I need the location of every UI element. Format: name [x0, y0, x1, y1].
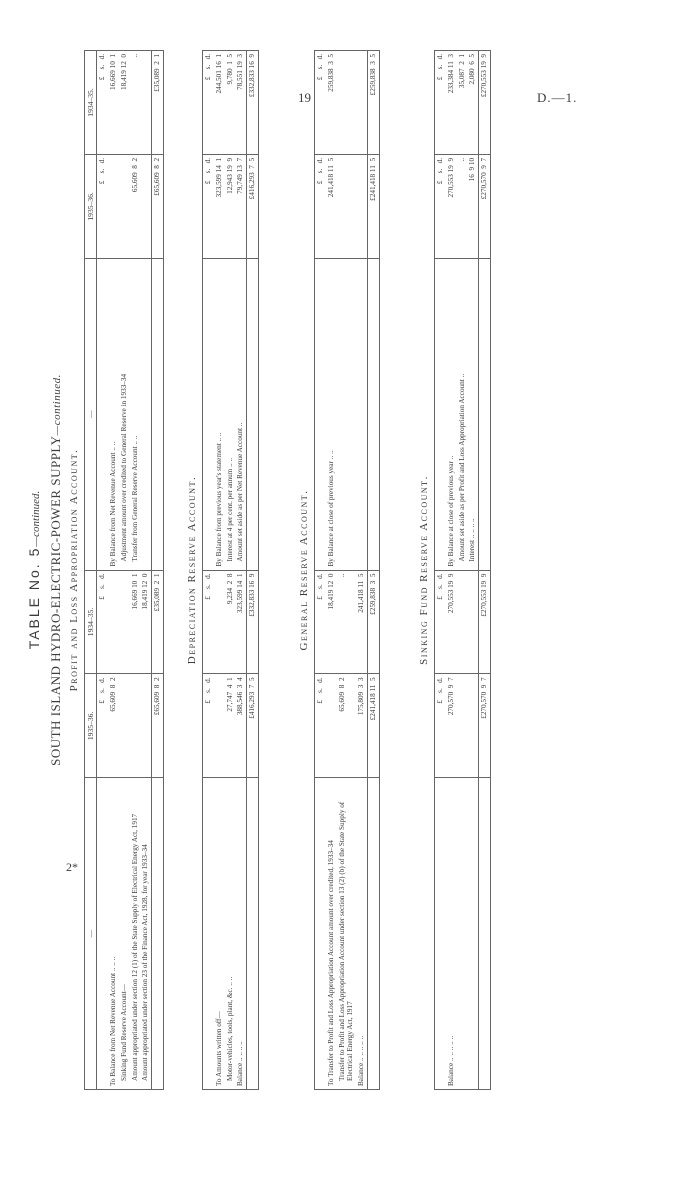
units-spacer: [97, 258, 108, 570]
page-reference: D.—1.: [537, 90, 578, 105]
total-1935-36: £241,418 11 5: [367, 674, 379, 778]
empty-cell: [140, 154, 151, 258]
units-label: £ s. d.: [204, 54, 212, 81]
table-row: [225, 51, 236, 1090]
totals-spacer: [367, 778, 379, 1090]
amount-1934-35: 16,669 10 1: [109, 54, 118, 90]
units-spacer: [203, 258, 214, 570]
empty-cell: [356, 51, 367, 155]
total-1934-35: £35,089 2 1: [152, 570, 164, 674]
empty-cell: [356, 258, 367, 570]
empty-cell: [457, 570, 468, 674]
item-description: Amount appropriated under section 12 (1) of the State Supply of Electrical Energy Act, 1917: [130, 778, 141, 1090]
amount-1935-36: [130, 674, 141, 778]
units-label: £ s. d.: [203, 674, 214, 778]
units-label: £ s. d.: [97, 154, 108, 258]
units-spacer: [203, 778, 214, 1090]
table-row: [326, 51, 337, 1090]
table-row: [108, 51, 119, 1090]
amount-1934-35: 78,551 19 3: [236, 54, 245, 90]
amount-1934-35: 35,087 2 1: [457, 54, 466, 89]
table-row: [119, 51, 130, 1090]
item-description: By Balance at close of previous year ..: [446, 258, 457, 570]
amount-1934-35: 18,419 12 0: [326, 570, 337, 674]
rotated-table-page: [16, 40, 576, 1100]
item-description: Motor-vehicles, tools, plant, &c. .. ..: [225, 778, 236, 1090]
amount-1934-35: 9,234 2 8: [225, 570, 236, 674]
empty-cell: [457, 778, 468, 1090]
total-1935-36: £416,293 7 5: [247, 674, 259, 778]
units-row: [97, 51, 108, 1090]
account-title: Sinking Fund Reserve Account.: [418, 475, 430, 665]
amount-1935-36: 27,747 4 1: [225, 674, 236, 778]
account-title: Profit and Loss Appropriation Account.: [68, 448, 80, 692]
item-description: To Balance from Net Revenue Account .. .. ..: [108, 778, 119, 1090]
item-description: By Balance from Net Revenue Account .. ..: [108, 258, 119, 570]
amount-1934-35: 2,080 6 5: [468, 54, 477, 85]
table-row: [214, 51, 225, 1090]
units-label: £ s. d.: [97, 674, 108, 778]
units-label: £ s. d.: [316, 54, 324, 81]
amount-1934-35: ..: [337, 570, 357, 674]
item-description: To Transfer to Profit and Loss Appropriation Account amount over credited, 1933–34: [326, 778, 337, 1090]
total-1935-36: £65,609 8 2: [152, 154, 164, 258]
empty-cell: [457, 674, 468, 778]
header-dash: —: [85, 258, 97, 570]
total-1935-36: £416,293 7 5: [247, 154, 259, 258]
total-1934-35: £270,553 19 9: [479, 51, 491, 155]
totals-spacer: [152, 258, 164, 570]
table-row: [337, 51, 357, 1090]
account-title: General Reserve Account.: [298, 489, 310, 651]
totals-row: [152, 51, 164, 1090]
item-description: Balance .. .. .. .. ..: [356, 778, 367, 1090]
total-1935-36: £270,570 9 7: [479, 154, 491, 258]
amount-1935-36: 65,609 8 2: [108, 674, 119, 778]
units-label: £ s. d.: [435, 570, 446, 674]
account-table: [84, 50, 164, 1090]
amount-1935-36: 12,943 19 9: [225, 154, 236, 258]
totals-spacer: [367, 258, 379, 570]
account-table: [202, 50, 259, 1090]
item-description: Amount set aside as per Profit and Loss Appropriation Account ..: [457, 258, 468, 570]
amount-1934-35: 16,669 10 1: [130, 570, 141, 674]
item-description: Sinking Fund Reserve Account—: [119, 778, 130, 1090]
empty-cell: [140, 51, 151, 155]
amount-1934-35: 241,418 11 5: [356, 570, 367, 674]
item-description: Adjustment amount over credited to General Reserve in 1933–34: [119, 258, 130, 570]
amount-1934-35: 18,419 12 0: [119, 54, 128, 90]
amount-1934-35: 259,838 3 5: [326, 54, 335, 92]
totals-spacer: [479, 258, 491, 570]
totals-spacer: [152, 778, 164, 1090]
amount-1934-35: 233,384 11 3: [446, 54, 455, 94]
amount-1935-36: 388,546 3 4: [235, 674, 246, 778]
item-description: Transfer to Profit and Loss Appropriation Account under section 13 (2) (b) of the State Supply of Electrical Energy Act, 1917: [337, 778, 357, 1090]
total-1934-35: £35,089 2 1: [152, 51, 164, 155]
table-row: [130, 51, 141, 1090]
header-dash: —: [85, 778, 97, 1090]
item-description: Interest .. .. .. ..: [467, 258, 478, 570]
empty-cell: [140, 258, 151, 570]
amount-1935-36: 241,418 11 5: [326, 154, 337, 258]
units-label: £ s. d.: [203, 570, 214, 674]
totals-spacer: [247, 258, 259, 570]
account-dep: [186, 50, 259, 1090]
table-subtitle: SOUTH ISLAND HYDRO-ELECTRIC-POWER SUPPLY—continued.: [48, 374, 63, 766]
empty-cell: [467, 570, 478, 674]
amount-1935-36: 323,599 14 1: [214, 154, 225, 258]
table-row: [446, 51, 457, 1090]
amount-1935-36: 270,553 19 9: [446, 154, 457, 258]
empty-cell: [337, 51, 357, 155]
units-label: £ s. d.: [203, 154, 214, 258]
total-1934-35: £332,833 16 9: [247, 51, 259, 155]
amount-1935-36: [326, 674, 337, 778]
units-label: £ s. d.: [98, 54, 107, 81]
units-label: £ s. d.: [436, 54, 444, 81]
amount-1935-36: ..: [457, 154, 468, 258]
table-title: TABLE No. 5—continued.: [26, 490, 42, 650]
units-row: [315, 51, 326, 1090]
table-row: [235, 51, 246, 1090]
amount-1935-36: [108, 154, 119, 258]
amount-1935-36: [119, 674, 130, 778]
units-spacer: [315, 258, 326, 570]
header-y2: 1934–35.: [85, 570, 97, 674]
amount-1934-35: 244,501 16 1: [214, 54, 223, 94]
column-headers: [85, 51, 97, 1090]
account-pl: [68, 50, 164, 1090]
units-label: £ s. d.: [315, 674, 326, 778]
amount-1935-36: [140, 674, 151, 778]
total-1935-36: £65,609 8 2: [152, 674, 164, 778]
page-number: 19: [298, 90, 311, 105]
amount-1935-36: [119, 154, 130, 258]
units-label: £ s. d.: [97, 570, 108, 674]
amount-1935-36: 65,609 8 2: [337, 674, 357, 778]
table-row: [467, 51, 478, 1090]
totals-row: [367, 51, 379, 1090]
totals-spacer: [247, 778, 259, 1090]
account-table: [314, 50, 380, 1090]
units-label: £ s. d.: [435, 674, 446, 778]
empty-cell: [356, 154, 367, 258]
account-title: Depreciation Reserve Account.: [186, 475, 198, 665]
totals-spacer: [479, 778, 491, 1090]
amount-1935-36: 16 9 10: [467, 154, 478, 258]
total-1935-36: £270,570 9 7: [479, 674, 491, 778]
total-1934-35: £259,838 3 5: [367, 570, 379, 674]
amount-1934-35: [119, 570, 130, 674]
item-description: Balance .. .. .. ..: [235, 778, 246, 1090]
account-sink: [418, 50, 491, 1090]
amount-1934-35: 18,419 12 0: [140, 570, 151, 674]
units-row: [435, 51, 446, 1090]
empty-cell: [337, 258, 357, 570]
units-label: £ s. d.: [315, 570, 326, 674]
table-row: [457, 51, 468, 1090]
amount-1934-35: 270,553 19 9: [446, 570, 457, 674]
empty-cell: [467, 778, 478, 1090]
item-description: Interest at 4 per cent. per annum .. ..: [225, 258, 236, 570]
total-1934-35: £270,553 19 9: [479, 570, 491, 674]
amount-1935-36: [214, 674, 225, 778]
item-description: To Amounts written off—: [214, 778, 225, 1090]
item-description: By Balance at close of previous year .. ..: [326, 258, 337, 570]
amount-1934-35: 323,599 14 1: [235, 570, 246, 674]
units-label: £ s. d.: [435, 154, 446, 258]
empty-cell: [467, 674, 478, 778]
amount-1934-35: [214, 570, 225, 674]
account-table: [434, 50, 491, 1090]
item-description: By Balance from previous year's statement .. ..: [214, 258, 225, 570]
amount-1935-36: 270,570 9 7: [446, 674, 457, 778]
item-description: Amount set aside as per Net Revenue Account ..: [235, 258, 246, 570]
totals-row: [479, 51, 491, 1090]
total-1935-36: £241,418 11 5: [367, 154, 379, 258]
header-y1: 1935–36.: [85, 154, 97, 258]
units-spacer: [435, 258, 446, 570]
amount-1935-36: 175,809 3 3: [356, 674, 367, 778]
item-description: Balance .. .. .. .. ..: [446, 778, 457, 1090]
table-row: [140, 51, 151, 1090]
total-1934-35: £259,838 3 5: [367, 51, 379, 155]
total-1934-35: £332,833 16 9: [247, 570, 259, 674]
empty-cell: [337, 154, 357, 258]
units-spacer: [315, 778, 326, 1090]
units-row: [203, 51, 214, 1090]
header-y1: 1935–36.: [85, 674, 97, 778]
account-gen: [298, 50, 380, 1090]
amount-1934-35: [108, 570, 119, 674]
header-y2: 1934–35.: [85, 51, 97, 155]
item-description: Transfer from General Reserve Account .. ..: [130, 258, 141, 570]
units-label: £ s. d.: [315, 154, 326, 258]
table-row: [356, 51, 367, 1090]
units-spacer: [435, 778, 446, 1090]
item-description: Amount appropriated under section 23 of the Finance Act, 1928, for year 1933–34: [140, 778, 151, 1090]
units-spacer: [97, 778, 108, 1090]
amount-1934-35: 9,780 1 5: [225, 54, 234, 85]
amount-1934-35: ..: [130, 54, 139, 58]
amount-1935-36: 79,749 13 7: [235, 154, 246, 258]
signature-mark: 2*: [66, 860, 78, 874]
amount-1935-36: 65,609 8 2: [130, 154, 141, 258]
totals-row: [247, 51, 259, 1090]
